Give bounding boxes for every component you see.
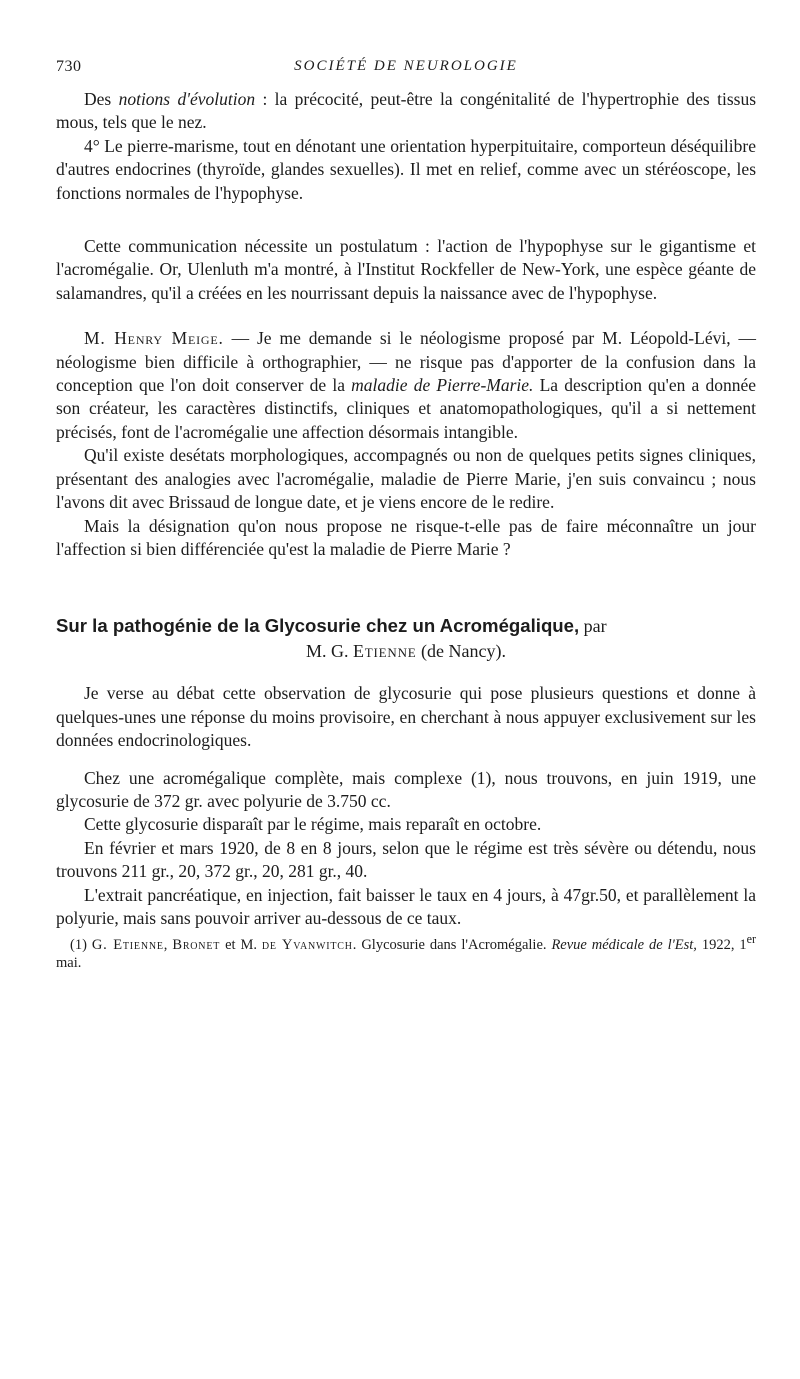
running-head	[56, 58, 756, 88]
paragraph-extrait-pancreatique: L'extrait pancréatique, en injection, fait baisser le taux en 4 jours, à 47gr.50, et parallèlement la polyurie, mais sans pouvoir arriver au-dessous de ce taux.	[56, 884, 756, 928]
article-heading-line	[56, 613, 756, 639]
footnote-author: Bronet	[172, 937, 221, 954]
footnote-title: . Glycosurie dans l'Acromégalie.	[352, 937, 547, 954]
author-affiliation: (de Nancy).	[416, 641, 506, 662]
footnote-marker: (1)	[70, 937, 92, 954]
paragraph-acromegalique: Chez une acromégalique complète, mais complexe (1), nous trouvons, en juin 1919, une glycosurie de 372 gr. avec polyurie de 3.750 cc.	[56, 767, 756, 811]
footnote-separator: ,	[163, 937, 173, 954]
article-author-line	[56, 639, 756, 664]
footnote-date-superscript: er	[746, 932, 756, 947]
italic-phrase: maladie de Pierre-Marie.	[351, 375, 534, 396]
paragraph-observation: Je verse au débat cette observation de glycosurie qui pose plusieurs questions et donne à quelques-unes une réponse du moins provisoire, en cherchant à nous appuyer exclusivement sur les données endocrinologiques.	[56, 683, 756, 751]
paragraph-text: : la précocité, peut-être la congénitalité de l'hypertrophie des tissus mous, tels que le nez.	[56, 89, 757, 133]
page-number: 730	[56, 58, 82, 75]
page	[56, 58, 756, 972]
footnote	[56, 930, 756, 972]
paragraph-notions-evolution	[56, 88, 756, 135]
footnote-separator: et M.	[220, 937, 262, 954]
footnote-author: de Yvanwitch	[261, 937, 353, 954]
speaker-name: M. Henry Meige.	[84, 328, 224, 349]
author-prefix: M. G.	[305, 641, 353, 662]
footnote-author: G. Etienne	[91, 937, 164, 954]
paragraph-glycosurie-regime: Cette glycosurie disparaît par le régime, mais reparaît en octobre.	[84, 814, 542, 835]
article-title: Sur la pathogénie de la Glycosurie chez un Acromégalique,	[56, 615, 580, 637]
author-name: Etienne	[353, 641, 417, 662]
footnote-date: mai.	[56, 955, 82, 972]
paragraph-designation: Mais la désignation qu'on nous propose ne risque-t-elle pas de faire méconnaître un jour l'affection si bien différenciée qu'est la maladie de Pierre Marie ?	[56, 515, 756, 559]
paragraph-postulatum: Cette communication nécessite un postulatum : l'action de l'hypophyse sur le gigantisme et l'acromégalie. Or, Ulenluth m'a montré, à l'Institut Rockfeller de New-York, une espèce géante de salamandres, qu'il a créées en les nourrissant depuis la naissance avec de l'hypophyse.	[56, 236, 756, 303]
paragraph-text: Des	[84, 89, 119, 109]
article-by: par	[579, 616, 607, 637]
paragraph-text: — Je me demande si le néologisme proposé par M. Léopold-Lévi, — néologisme bien difficile à orthographier, — ne risque pas d'apporter de la confusion dans la conception que l'on doit conserver de la	[56, 328, 756, 396]
footnote-journal: Revue médicale de l'Est,	[551, 937, 697, 954]
article-heading	[56, 613, 756, 664]
paragraph-pierre-marisme: 4° Le pierre-marisme, tout en dénotant une orientation hyperpituitaire, comporteun déséquilibre d'autres endocrines (thyroïde, glandes sexuelles). Il met en relief, comme avec un stéréoscope, les fonctions normales de l'hypophyse.	[56, 135, 756, 203]
footnote-date: 1922, 1	[696, 937, 747, 954]
journal-title: SOCIÉTÉ DE NEUROLOGIE	[294, 58, 518, 74]
italic-phrase: notions d'évolution	[118, 89, 256, 109]
paragraph-etats-morphologiques: Qu'il existe desétats morphologiques, accompagnés ou non de quelques petits signes cliniques, présentant des analogies avec l'acromégalie, maladie de Pierre Marie, j'en suis convaincu ; nous l'avons dit avec Brissaud de longue date, et je viens encore de le redire.	[56, 445, 756, 513]
paragraph-fevrier-mars: En février et mars 1920, de 8 en 8 jours, selon que le régime est très sévère ou détendu, nous trouvons 211 gr., 20, 372 gr., 20, 281 gr., 40.	[56, 837, 756, 882]
paragraph-text: La description qu'en a donnée son créateur, les caractères distinctifs, cliniques et anatomopathologiques, qu'il a si nettement précisés, font de l'acromégalie une affection désormais intangible.	[56, 375, 756, 442]
paragraph-henry-meige	[56, 327, 756, 444]
